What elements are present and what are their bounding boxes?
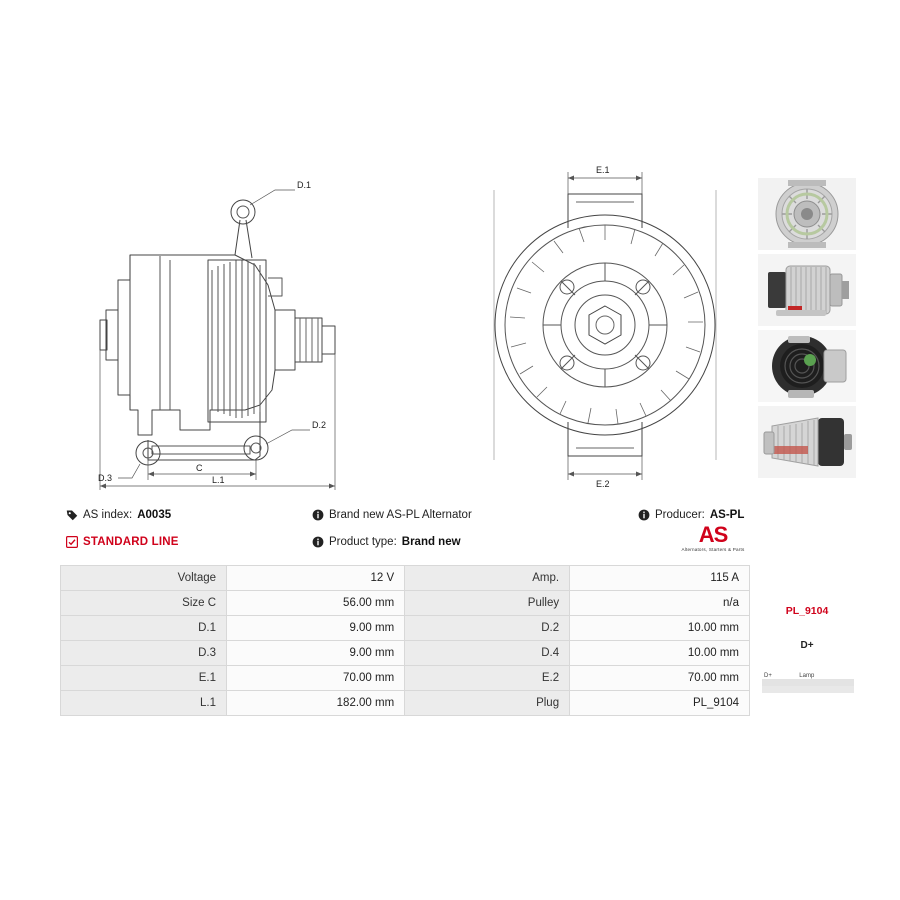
tag-icon bbox=[66, 509, 78, 521]
pin-name bbox=[762, 686, 797, 693]
pin-row bbox=[762, 672, 854, 679]
as-index-label: AS index: bbox=[83, 509, 133, 521]
spec-label: E.1 bbox=[61, 666, 227, 691]
spec-label: D.2 bbox=[405, 616, 570, 641]
pin-desc bbox=[797, 679, 854, 686]
check-square-icon bbox=[66, 536, 78, 548]
producer-value: AS-PL bbox=[709, 509, 745, 521]
front-view-drawing bbox=[460, 160, 750, 490]
alternator-rear-view[interactable] bbox=[758, 330, 856, 402]
info-icon bbox=[312, 509, 324, 521]
table-row bbox=[61, 616, 750, 641]
spec-label: Pulley bbox=[405, 591, 570, 616]
spec-value: n/a bbox=[570, 591, 750, 616]
spec-label: Voltage bbox=[61, 566, 227, 591]
specifications-table bbox=[60, 565, 750, 716]
pin-desc: Lamp bbox=[799, 672, 815, 679]
dim-d1-label: D.1 bbox=[297, 180, 312, 190]
pin-row bbox=[762, 686, 854, 693]
side-view-drawing bbox=[60, 160, 400, 490]
product-photo-strip bbox=[758, 178, 858, 482]
dim-d2-label: D.2 bbox=[312, 420, 327, 430]
product-type-value: Brand new bbox=[401, 536, 461, 548]
dim-l1-label: L.1 bbox=[212, 475, 225, 485]
spec-value: PL_9104 bbox=[570, 691, 750, 716]
dim-c-label: C bbox=[196, 463, 203, 473]
as-index-value: A0035 bbox=[137, 509, 172, 521]
alternator-angled-view[interactable] bbox=[758, 406, 856, 478]
plug-code-label: PL_9104 bbox=[785, 605, 829, 617]
terminal-label: D+ bbox=[800, 640, 814, 651]
table-row bbox=[61, 591, 750, 616]
product-type-label: Product type: bbox=[329, 536, 397, 548]
spec-value: 9.00 mm bbox=[227, 641, 405, 666]
spec-label: Plug bbox=[405, 691, 570, 716]
product-type-line bbox=[312, 532, 472, 552]
table-row bbox=[61, 566, 750, 591]
as-pl-logo bbox=[676, 524, 750, 552]
info-icon bbox=[312, 536, 324, 548]
as-logo-tagline: Alternators, Starters & Parts bbox=[681, 547, 745, 552]
spec-value: 10.00 mm bbox=[570, 641, 750, 666]
alternator-side-view[interactable] bbox=[758, 254, 856, 326]
table-row bbox=[61, 641, 750, 666]
info-column-index bbox=[66, 505, 179, 552]
producer-label: Producer: bbox=[655, 509, 705, 521]
dim-e1-label: E.1 bbox=[596, 165, 610, 175]
pin-row bbox=[762, 679, 854, 686]
dim-e2-label: E.2 bbox=[596, 479, 610, 489]
brand-new-line bbox=[312, 505, 472, 525]
standard-line-row bbox=[66, 532, 179, 552]
info-icon bbox=[638, 509, 650, 521]
brand-new-label: Brand new AS-PL Alternator bbox=[329, 509, 472, 521]
spec-label: E.2 bbox=[405, 666, 570, 691]
spec-value: 12 V bbox=[227, 566, 405, 591]
spec-value: 115 A bbox=[570, 566, 750, 591]
as-logo-text: AS bbox=[698, 522, 728, 547]
pin-name bbox=[762, 679, 797, 686]
plug-pin-table bbox=[762, 672, 854, 693]
table-row bbox=[61, 666, 750, 691]
spec-label: Amp. bbox=[405, 566, 570, 591]
alternator-front-view[interactable] bbox=[758, 178, 856, 250]
spec-value: 70.00 mm bbox=[570, 666, 750, 691]
pin-name: D+ bbox=[764, 672, 772, 679]
table-row bbox=[61, 691, 750, 716]
as-index-line bbox=[66, 505, 179, 525]
technical-drawings bbox=[60, 160, 750, 490]
spec-label: Size C bbox=[61, 591, 227, 616]
spec-value: 182.00 mm bbox=[227, 691, 405, 716]
spec-value: 9.00 mm bbox=[227, 616, 405, 641]
spec-label: D.3 bbox=[61, 641, 227, 666]
spec-label: L.1 bbox=[61, 691, 227, 716]
info-column-product bbox=[312, 505, 472, 552]
info-column-producer bbox=[638, 505, 744, 525]
dim-d3-label: D.3 bbox=[98, 473, 113, 483]
spec-value: 56.00 mm bbox=[227, 591, 405, 616]
spec-value: 10.00 mm bbox=[570, 616, 750, 641]
producer-line bbox=[638, 505, 744, 525]
spec-label: D.1 bbox=[61, 616, 227, 641]
pin-desc bbox=[797, 686, 854, 693]
spec-label: D.4 bbox=[405, 641, 570, 666]
spec-value: 70.00 mm bbox=[227, 666, 405, 691]
standard-line-label: STANDARD LINE bbox=[83, 536, 179, 548]
